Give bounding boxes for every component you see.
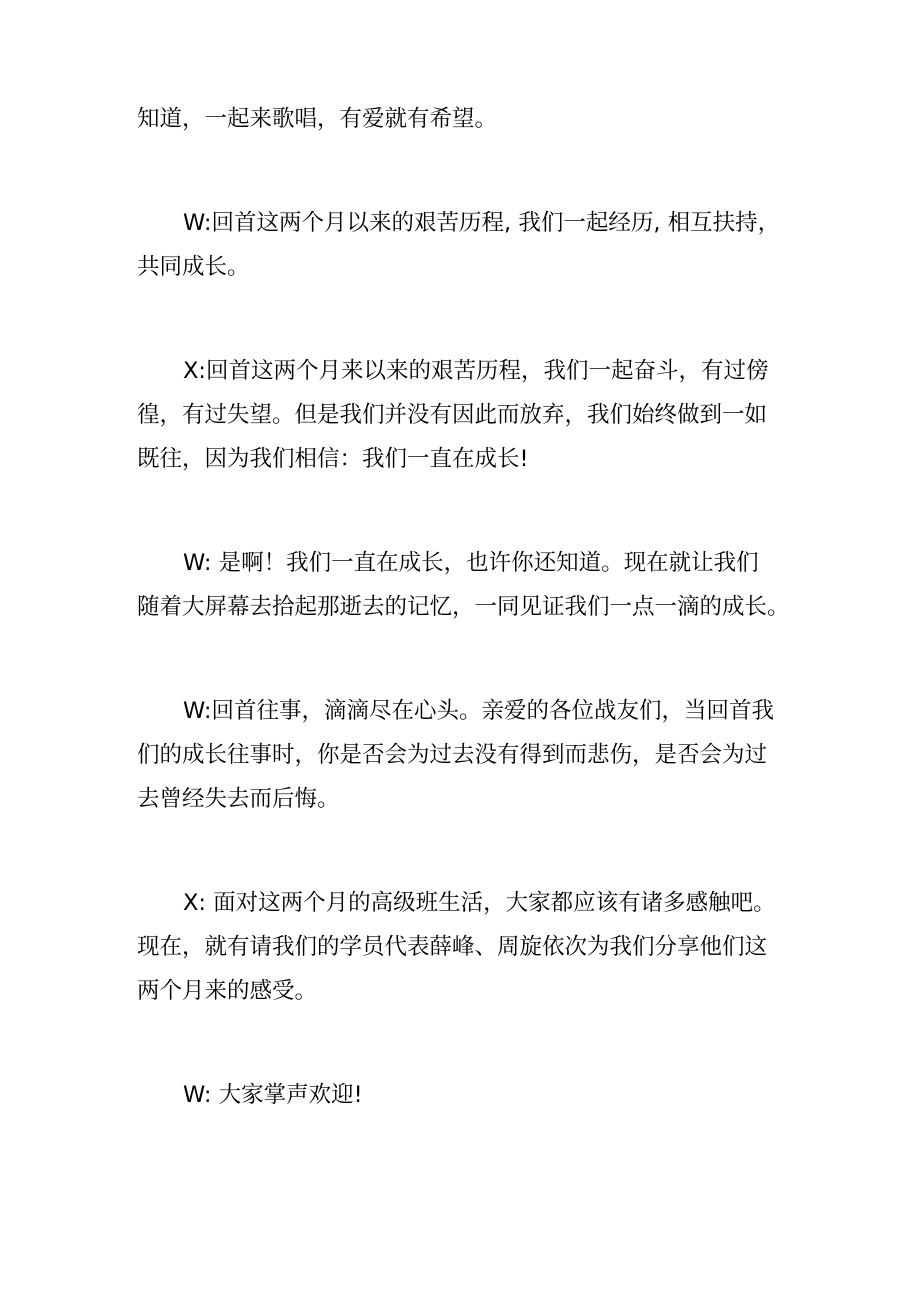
- text-line: 徨，有过失望。但是我们并没有因此而放弃，我们始终做到一如: [137, 402, 768, 428]
- text-line: W: 是啊！我们一直在成长，也许你还知道。现在就让我们: [183, 550, 759, 576]
- text-line: 现在，就有请我们的学员代表薛峰、周旋依次为我们分享他们这: [137, 934, 768, 960]
- text-line: 去曾经失去而后悔。: [137, 786, 340, 812]
- text-line: X:回首这两个月来以来的艰苦历程，我们一起奋斗，有过傍: [183, 358, 769, 384]
- paragraph-7: [137, 1073, 805, 1117]
- text-line: 知道，一起来歌唱，有爱就有希望。: [137, 106, 498, 132]
- paragraph-3: [137, 349, 805, 481]
- paragraph-5: [137, 689, 805, 821]
- document-body: [137, 97, 805, 1177]
- text-line: 两个月来的感受。: [137, 978, 318, 1004]
- text-line: W:回首这两个月以来的艰苦历程, 我们一起经历, 相互扶持，: [183, 210, 781, 236]
- text-line: 既往，因为我们相信：我们一直在成长!: [137, 446, 529, 472]
- paragraph-4: [137, 541, 805, 629]
- text-line: 们的成长往事时，你是否会为过去没有得到而悲伤，是否会为过: [137, 742, 768, 768]
- paragraph-6: [137, 881, 805, 1013]
- text-line: X: 面对这两个月的高级班生活，大家都应该有诸多感触吧。: [183, 890, 776, 916]
- text-line: 共同成长。: [137, 254, 250, 280]
- paragraph-2: [137, 201, 805, 289]
- text-line: 随着大屏幕去拾起那逝去的记忆，一同见证我们一点一滴的成长。: [137, 594, 790, 620]
- paragraph-1: [137, 97, 805, 141]
- text-line: W:回首往事，滴滴尽在心头。亲爱的各位战友们，当回首我: [183, 698, 775, 724]
- text-line: W: 大家掌声欢迎!: [183, 1082, 363, 1108]
